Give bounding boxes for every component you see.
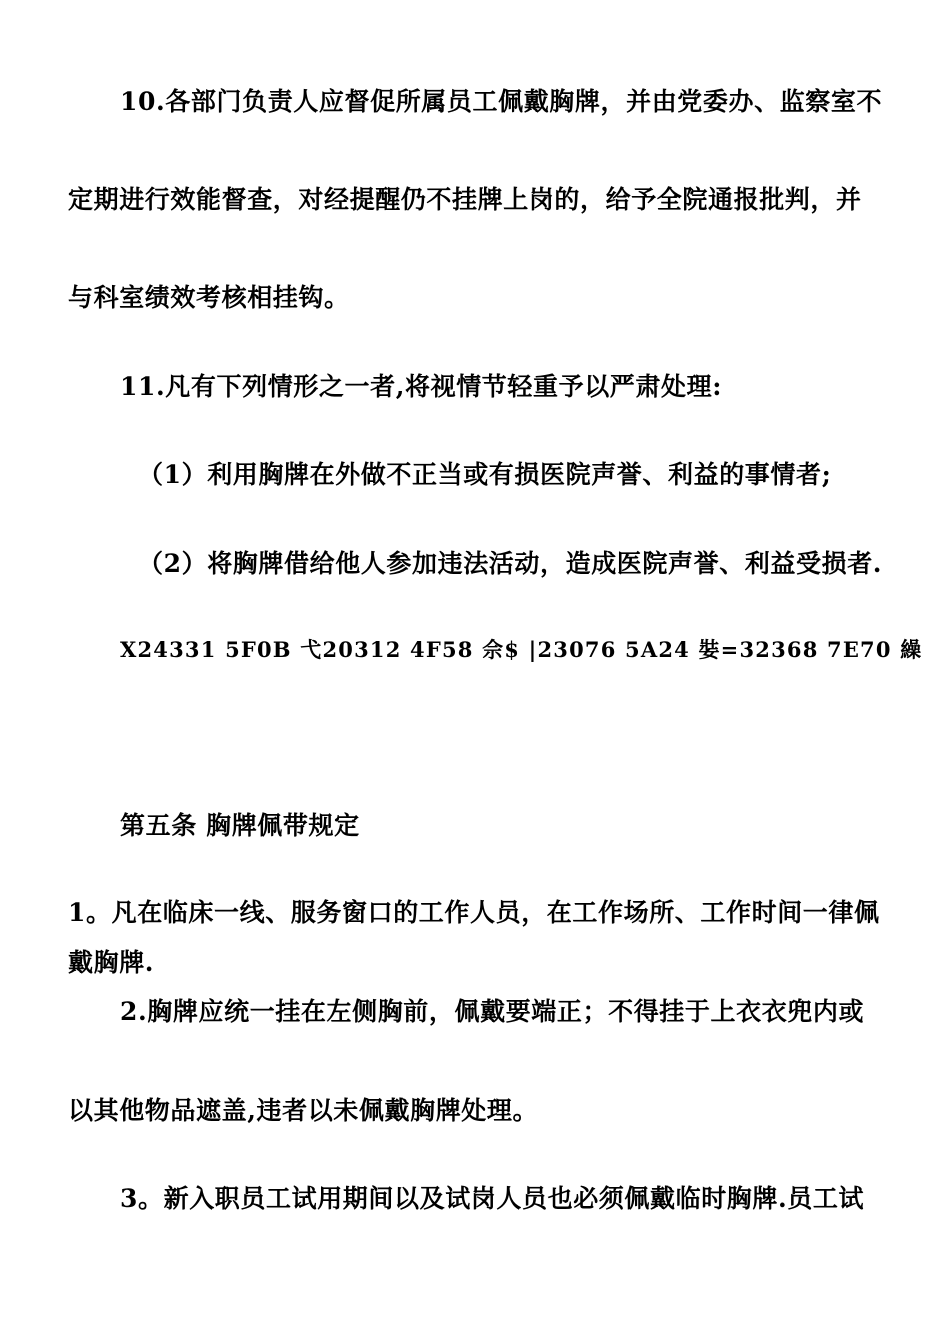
rule-2-line-1: 2.胸牌应统一挂在左侧胸前，佩戴要端正；不得挂于上衣衣兜内或 (120, 997, 865, 1026)
rule-3-line-1: 3。新入职员工试用期间以及试岗人员也必须佩戴临时胸牌.员工试 (120, 1184, 865, 1213)
para-10-line-2: 定期进行效能督查，对经提醒仍不挂牌上岗的，给予全院通报批判，并 (68, 185, 862, 214)
rule-2-line-2: 以其他物品遮盖,违者以未佩戴胸牌处理。 (68, 1096, 539, 1125)
para-10-line-3: 与科室绩效考核相挂钩。 (68, 283, 350, 312)
rule-1-line-1: 1。凡在临床一线、服务窗口的工作人员，在工作场所、工作时间一律佩 (68, 898, 880, 927)
para-11-item-2: （2）将胸牌借给他人参加违法活动，造成医院声誉、利益受损者. (138, 549, 883, 578)
garbled-code-line: X24331 5F0B 弋20312 4F58 佘$ |23076 5A24 娤=32368 7E70 繰 (120, 637, 923, 662)
rule-1-line-2: 戴胸牌. (68, 948, 155, 977)
section-heading-article-5: 第五条 胸牌佩带规定 (120, 811, 360, 840)
para-10-line-1: 10.各部门负责人应督促所属员工佩戴胸牌，并由党委办、监察室不 (120, 87, 883, 116)
para-11-item-1: （1）利用胸牌在外做不正当或有损医院声誉、利益的事情者; (138, 460, 832, 489)
para-11-line-1: 11.凡有下列情形之一者,将视情节轻重予以严肃处理: (120, 372, 723, 401)
